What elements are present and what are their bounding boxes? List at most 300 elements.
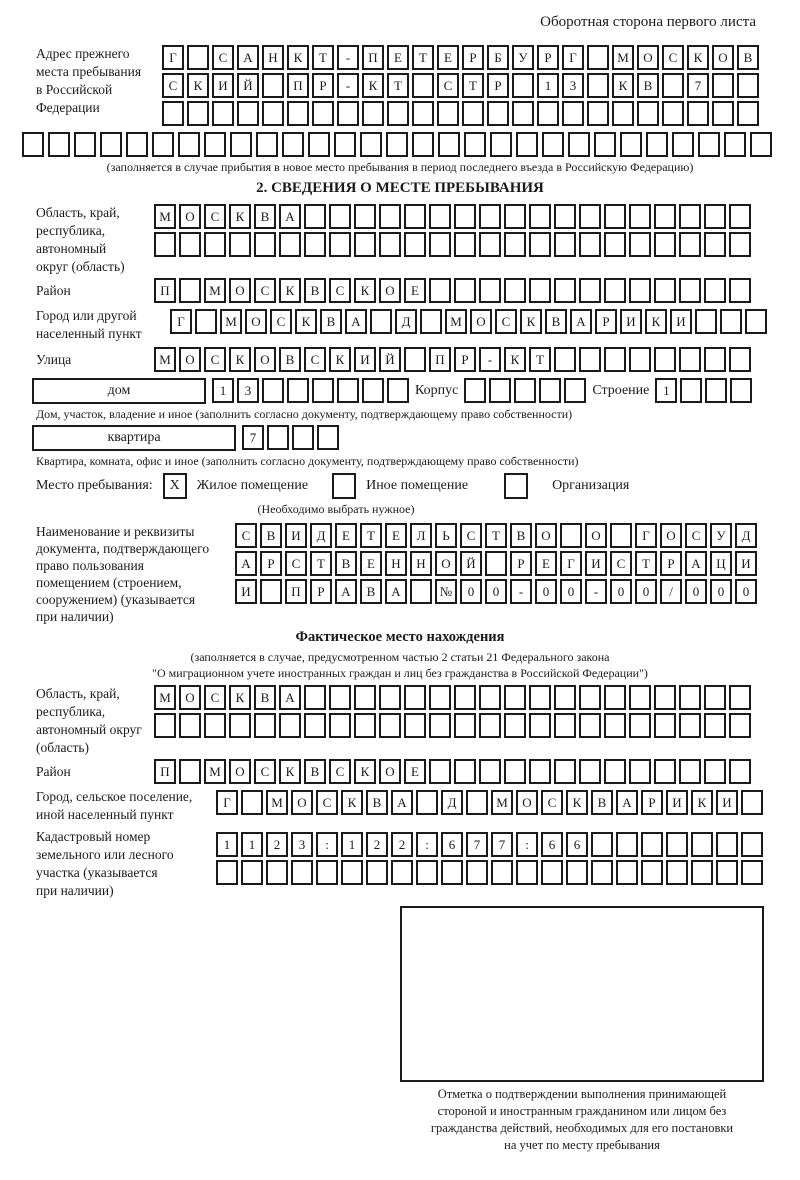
char-box bbox=[404, 347, 426, 372]
char-box: : bbox=[516, 832, 538, 857]
char-box: - bbox=[337, 45, 359, 70]
char-box: М bbox=[204, 759, 226, 784]
caption-line: стороной и иностранным гражданином или лицом без bbox=[437, 1104, 727, 1118]
char-box: К bbox=[329, 347, 351, 372]
char-box bbox=[604, 204, 626, 229]
char-box: Т bbox=[529, 347, 551, 372]
char-box bbox=[429, 204, 451, 229]
char-box bbox=[254, 713, 276, 738]
char-box bbox=[479, 204, 501, 229]
char-box bbox=[539, 378, 561, 403]
char-box: Е bbox=[387, 45, 409, 70]
stay-type-row bbox=[36, 473, 800, 499]
char-box: 2 bbox=[266, 832, 288, 857]
char-box bbox=[316, 860, 338, 885]
char-box: И bbox=[716, 790, 738, 815]
char-box bbox=[420, 309, 442, 334]
district-label: Район bbox=[36, 283, 71, 298]
char-box bbox=[729, 759, 751, 784]
char-row bbox=[235, 579, 757, 604]
char-box bbox=[241, 860, 263, 885]
cadastral-block bbox=[36, 828, 800, 900]
char-box bbox=[404, 232, 426, 257]
city2-label bbox=[36, 788, 216, 824]
char-box: О bbox=[179, 347, 201, 372]
checkbox-other-premises[interactable] bbox=[332, 473, 356, 499]
char-box bbox=[341, 860, 363, 885]
char-box: В bbox=[304, 759, 326, 784]
char-box: К bbox=[295, 309, 317, 334]
char-box bbox=[541, 860, 563, 885]
char-box bbox=[416, 790, 438, 815]
stay-type-hint: (Необходимо выбрать нужное) bbox=[257, 502, 415, 516]
label-line: автономный округ bbox=[36, 722, 142, 737]
char-box: О bbox=[254, 347, 276, 372]
char-box: Р bbox=[510, 551, 532, 576]
char-box: М bbox=[154, 685, 176, 710]
char-box: К bbox=[612, 73, 634, 98]
char-box: К bbox=[691, 790, 713, 815]
char-box bbox=[716, 832, 738, 857]
char-box bbox=[654, 278, 676, 303]
char-box: - bbox=[479, 347, 501, 372]
char-box: 3 bbox=[291, 832, 313, 857]
char-box: Й bbox=[460, 551, 482, 576]
char-box: Т bbox=[412, 45, 434, 70]
char-box: Г bbox=[560, 551, 582, 576]
char-box bbox=[100, 132, 122, 157]
char-box bbox=[691, 832, 713, 857]
char-box: 1 bbox=[537, 73, 559, 98]
char-box: М bbox=[204, 278, 226, 303]
char-box bbox=[204, 713, 226, 738]
region-grid bbox=[154, 204, 751, 260]
char-box bbox=[179, 278, 201, 303]
char-box bbox=[729, 685, 751, 710]
char-box: № bbox=[435, 579, 457, 604]
char-box: С bbox=[329, 759, 351, 784]
char-box bbox=[704, 204, 726, 229]
char-box: С bbox=[329, 278, 351, 303]
char-box bbox=[679, 685, 701, 710]
char-box bbox=[729, 347, 751, 372]
char-box bbox=[504, 204, 526, 229]
char-box: Т bbox=[485, 523, 507, 548]
char-box: 1 bbox=[655, 378, 677, 403]
char-box bbox=[429, 759, 451, 784]
char-box: А bbox=[685, 551, 707, 576]
cadastral-label bbox=[36, 828, 216, 900]
char-box: Д bbox=[735, 523, 757, 548]
char-box bbox=[216, 860, 238, 885]
char-row bbox=[216, 832, 763, 857]
char-box: К bbox=[504, 347, 526, 372]
char-box bbox=[429, 278, 451, 303]
char-box: 7 bbox=[687, 73, 709, 98]
char-box bbox=[479, 685, 501, 710]
label-line: в Российской bbox=[36, 82, 113, 97]
region-block bbox=[36, 204, 800, 276]
document-grid bbox=[235, 523, 757, 607]
char-box: Т bbox=[635, 551, 657, 576]
char-box: Т bbox=[462, 73, 484, 98]
char-box bbox=[679, 759, 701, 784]
char-box bbox=[698, 132, 720, 157]
checkbox-residential[interactable]: X bbox=[163, 473, 187, 499]
prev-address-extra-row bbox=[22, 132, 800, 157]
char-box: О bbox=[179, 204, 201, 229]
char-box bbox=[695, 309, 717, 334]
label-line: Область, край, bbox=[36, 205, 120, 220]
char-box bbox=[386, 132, 408, 157]
char-box bbox=[687, 101, 709, 126]
char-box bbox=[304, 204, 326, 229]
char-box bbox=[212, 101, 234, 126]
char-box: У bbox=[710, 523, 732, 548]
char-box: К bbox=[341, 790, 363, 815]
char-box: О bbox=[229, 278, 251, 303]
char-box bbox=[516, 860, 538, 885]
char-box bbox=[179, 713, 201, 738]
char-box: Р bbox=[641, 790, 663, 815]
char-box: 0 bbox=[685, 579, 707, 604]
char-box: К bbox=[645, 309, 667, 334]
char-box: С bbox=[254, 759, 276, 784]
char-box: М bbox=[491, 790, 513, 815]
char-box bbox=[490, 132, 512, 157]
char-box bbox=[616, 860, 638, 885]
house-row bbox=[32, 378, 800, 404]
char-row bbox=[162, 73, 759, 98]
label-line: Город или другой bbox=[36, 308, 137, 323]
char-box: К bbox=[229, 347, 251, 372]
caption-line: на учет по месту пребывания bbox=[504, 1138, 660, 1152]
char-box: М bbox=[445, 309, 467, 334]
char-box bbox=[704, 278, 726, 303]
char-box: Р bbox=[595, 309, 617, 334]
char-box bbox=[566, 860, 588, 885]
char-box bbox=[750, 132, 772, 157]
char-box bbox=[179, 232, 201, 257]
char-row bbox=[162, 101, 759, 126]
char-box: К bbox=[279, 278, 301, 303]
char-box: О bbox=[379, 759, 401, 784]
char-box bbox=[604, 232, 626, 257]
char-box bbox=[512, 73, 534, 98]
char-box: Й bbox=[379, 347, 401, 372]
document-label bbox=[36, 523, 235, 625]
char-box: А bbox=[616, 790, 638, 815]
char-box: : bbox=[416, 832, 438, 857]
char-box bbox=[287, 101, 309, 126]
label-line: населенный пункт bbox=[36, 326, 142, 341]
prev-address-caption: (заполняется в случае прибытия в новое место пребывания в период последнего въезда в Российскую Федерацию) bbox=[106, 160, 694, 174]
page-side-note: Оборотная сторона первого листа bbox=[540, 14, 756, 30]
char-box: С bbox=[662, 45, 684, 70]
char-box: В bbox=[320, 309, 342, 334]
char-box: С bbox=[495, 309, 517, 334]
apartment-type-box: квартира bbox=[32, 425, 236, 451]
char-box bbox=[679, 204, 701, 229]
char-box bbox=[262, 73, 284, 98]
char-box: А bbox=[279, 204, 301, 229]
char-box: 1 bbox=[341, 832, 363, 857]
char-box: 1 bbox=[241, 832, 263, 857]
char-box bbox=[724, 132, 746, 157]
char-box bbox=[254, 232, 276, 257]
char-box: Ц bbox=[710, 551, 732, 576]
char-box: А bbox=[335, 579, 357, 604]
char-box bbox=[579, 232, 601, 257]
label-line: Город, сельское поселение, bbox=[36, 789, 193, 804]
char-box bbox=[489, 378, 511, 403]
char-box bbox=[466, 790, 488, 815]
char-box: И bbox=[585, 551, 607, 576]
char-box: Р bbox=[660, 551, 682, 576]
cadastral-grid bbox=[216, 832, 763, 888]
char-box bbox=[568, 132, 590, 157]
char-box bbox=[379, 204, 401, 229]
char-box bbox=[187, 45, 209, 70]
char-box: С bbox=[610, 551, 632, 576]
district2-label: Район bbox=[36, 764, 71, 779]
char-box: О bbox=[435, 551, 457, 576]
char-box: В bbox=[254, 685, 276, 710]
char-box: Р bbox=[537, 45, 559, 70]
char-box bbox=[704, 759, 726, 784]
char-box bbox=[454, 278, 476, 303]
char-box bbox=[462, 101, 484, 126]
label-line: при наличии) bbox=[36, 883, 114, 898]
char-box bbox=[504, 278, 526, 303]
char-box bbox=[391, 860, 413, 885]
char-box: К bbox=[279, 759, 301, 784]
char-box: К bbox=[687, 45, 709, 70]
char-box bbox=[514, 378, 536, 403]
char-box bbox=[337, 378, 359, 403]
checkbox-organization[interactable] bbox=[504, 473, 528, 499]
prev-address-grid bbox=[162, 45, 759, 129]
char-box bbox=[629, 347, 651, 372]
char-box: И bbox=[285, 523, 307, 548]
char-box bbox=[282, 132, 304, 157]
char-box: О bbox=[245, 309, 267, 334]
char-box: В bbox=[510, 523, 532, 548]
char-box: К bbox=[354, 759, 376, 784]
char-box: П bbox=[154, 759, 176, 784]
char-box bbox=[266, 860, 288, 885]
char-box bbox=[641, 860, 663, 885]
char-box bbox=[554, 204, 576, 229]
char-box bbox=[178, 132, 200, 157]
char-box bbox=[308, 132, 330, 157]
char-box bbox=[712, 73, 734, 98]
char-box: 2 bbox=[391, 832, 413, 857]
char-box bbox=[604, 713, 626, 738]
char-box: И bbox=[620, 309, 642, 334]
char-box bbox=[366, 860, 388, 885]
char-box: У bbox=[512, 45, 534, 70]
char-box bbox=[429, 685, 451, 710]
char-box bbox=[654, 232, 676, 257]
char-box: К bbox=[187, 73, 209, 98]
char-box: О bbox=[179, 685, 201, 710]
char-box: - bbox=[585, 579, 607, 604]
char-box: 0 bbox=[710, 579, 732, 604]
char-box: 0 bbox=[635, 579, 657, 604]
char-box bbox=[604, 759, 626, 784]
char-box bbox=[317, 425, 339, 450]
char-box: Е bbox=[335, 523, 357, 548]
char-box: 0 bbox=[610, 579, 632, 604]
char-box: К bbox=[566, 790, 588, 815]
char-box bbox=[554, 278, 576, 303]
char-box: П bbox=[429, 347, 451, 372]
char-row bbox=[154, 204, 751, 229]
char-box bbox=[429, 232, 451, 257]
char-box bbox=[662, 73, 684, 98]
char-box: Р bbox=[487, 73, 509, 98]
char-box: Р bbox=[462, 45, 484, 70]
char-box bbox=[292, 425, 314, 450]
char-box bbox=[579, 685, 601, 710]
char-box: Й bbox=[237, 73, 259, 98]
char-box bbox=[741, 832, 763, 857]
char-box bbox=[504, 713, 526, 738]
char-box bbox=[529, 759, 551, 784]
char-box: А bbox=[570, 309, 592, 334]
char-box: Г bbox=[170, 309, 192, 334]
char-box bbox=[691, 860, 713, 885]
char-box: П bbox=[154, 278, 176, 303]
char-box bbox=[516, 132, 538, 157]
char-row bbox=[235, 551, 757, 576]
apartment-row bbox=[32, 425, 800, 451]
char-box bbox=[279, 713, 301, 738]
char-box bbox=[604, 347, 626, 372]
char-box bbox=[379, 713, 401, 738]
char-box: К bbox=[229, 685, 251, 710]
char-box bbox=[412, 73, 434, 98]
char-box bbox=[162, 101, 184, 126]
char-box bbox=[729, 713, 751, 738]
char-box bbox=[410, 579, 432, 604]
char-box bbox=[562, 101, 584, 126]
label-line: помещением (строением, bbox=[36, 575, 182, 590]
char-box bbox=[454, 204, 476, 229]
char-box: / bbox=[660, 579, 682, 604]
confirmation-stamp-area bbox=[400, 906, 764, 1082]
char-row bbox=[170, 309, 767, 334]
char-box: Е bbox=[437, 45, 459, 70]
char-box: С bbox=[541, 790, 563, 815]
char-box bbox=[404, 713, 426, 738]
char-box: Т bbox=[360, 523, 382, 548]
char-box: М bbox=[154, 347, 176, 372]
caption-line: Отметка о подтверждении выполнения принимающей bbox=[437, 1087, 727, 1101]
char-box bbox=[629, 713, 651, 738]
label-line: иной населенный пункт bbox=[36, 807, 174, 822]
char-box: В bbox=[304, 278, 326, 303]
char-box bbox=[329, 204, 351, 229]
char-box bbox=[404, 685, 426, 710]
char-box bbox=[464, 132, 486, 157]
char-box bbox=[416, 860, 438, 885]
char-box: С bbox=[204, 685, 226, 710]
prev-address-label bbox=[36, 45, 162, 117]
char-box bbox=[370, 309, 392, 334]
char-box bbox=[504, 759, 526, 784]
char-box bbox=[362, 101, 384, 126]
city-row bbox=[36, 307, 800, 343]
label-line: республика, bbox=[36, 704, 106, 719]
char-box bbox=[529, 713, 551, 738]
char-box bbox=[629, 232, 651, 257]
char-box: В bbox=[279, 347, 301, 372]
char-box: 1 bbox=[212, 378, 234, 403]
apartment-caption: Квартира, комната, офис и иное (заполнить согласно документу, подтверждающему право собственности) bbox=[36, 454, 579, 468]
char-box bbox=[454, 713, 476, 738]
char-box: О bbox=[712, 45, 734, 70]
char-box bbox=[304, 713, 326, 738]
char-box bbox=[329, 713, 351, 738]
char-box: 7 bbox=[242, 425, 264, 450]
char-box: В bbox=[260, 523, 282, 548]
char-box bbox=[256, 132, 278, 157]
char-box bbox=[412, 132, 434, 157]
option-organization-label: Организация bbox=[552, 478, 630, 493]
char-box bbox=[579, 759, 601, 784]
char-box: И bbox=[212, 73, 234, 98]
char-box: К bbox=[229, 204, 251, 229]
char-box: О bbox=[637, 45, 659, 70]
char-box: Е bbox=[360, 551, 382, 576]
char-box: М bbox=[612, 45, 634, 70]
char-box: В bbox=[335, 551, 357, 576]
char-box: В bbox=[637, 73, 659, 98]
char-box bbox=[504, 232, 526, 257]
char-box: И bbox=[666, 790, 688, 815]
char-box: Д bbox=[441, 790, 463, 815]
char-box: 7 bbox=[466, 832, 488, 857]
char-box: К bbox=[287, 45, 309, 70]
char-box bbox=[537, 101, 559, 126]
char-row bbox=[154, 232, 751, 257]
char-box bbox=[729, 278, 751, 303]
char-box bbox=[729, 204, 751, 229]
label-line: округ (область) bbox=[36, 259, 125, 274]
char-box: И bbox=[354, 347, 376, 372]
char-box bbox=[504, 685, 526, 710]
char-box: П bbox=[287, 73, 309, 98]
char-box: М bbox=[220, 309, 242, 334]
city-label bbox=[36, 307, 170, 343]
char-box: Е bbox=[385, 523, 407, 548]
section2-title: 2. СВЕДЕНИЯ О МЕСТЕ ПРЕБЫВАНИЯ bbox=[256, 180, 544, 196]
label-line: (область) bbox=[36, 740, 90, 755]
char-box bbox=[454, 685, 476, 710]
char-box bbox=[379, 685, 401, 710]
char-box: С bbox=[254, 278, 276, 303]
char-box: В bbox=[254, 204, 276, 229]
char-box bbox=[641, 832, 663, 857]
char-box bbox=[441, 860, 463, 885]
district-row bbox=[36, 278, 800, 303]
char-box: В bbox=[366, 790, 388, 815]
char-box bbox=[237, 101, 259, 126]
char-box: А bbox=[279, 685, 301, 710]
char-box bbox=[354, 232, 376, 257]
